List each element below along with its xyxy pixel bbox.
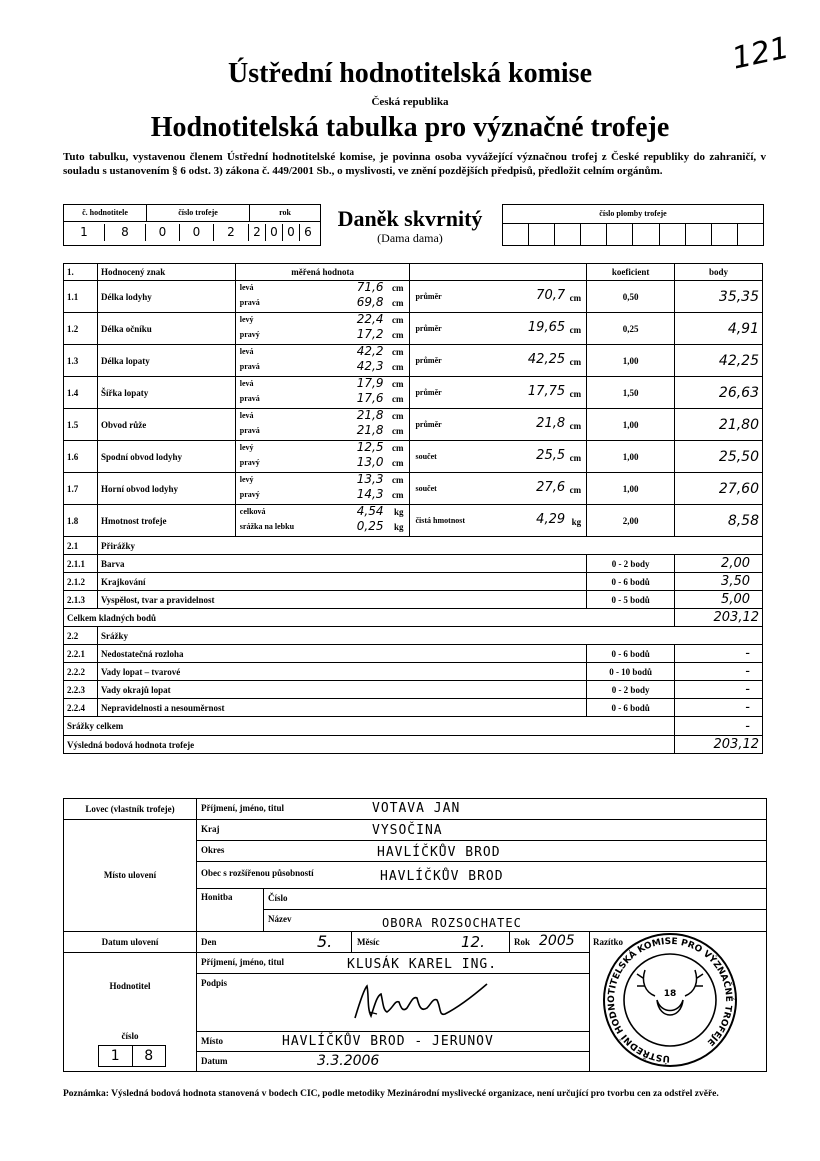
year-label: rok [250, 205, 320, 222]
row-name: Šířka lopaty [100, 387, 149, 398]
year-value: 2005 [539, 933, 575, 949]
seal-number-label: číslo plomby trofeje [503, 205, 763, 224]
row-name: Délka lodyhy [100, 291, 152, 302]
unit: cm [391, 425, 404, 436]
deduct-row [64, 663, 763, 681]
header-measured: měřená hodnota [235, 264, 410, 281]
date-row [197, 932, 590, 953]
country: Česká republika [371, 96, 449, 108]
row-name: Vady okrajů lopat [100, 684, 171, 695]
measured-value-2: 42,3 [356, 358, 384, 373]
aggregate-value: 27,6 [536, 479, 566, 495]
point-range: 0 - 2 body [611, 558, 650, 569]
region-label: Kraj [201, 824, 220, 834]
measured-value-2: 14,3 [356, 486, 384, 501]
point-range: 0 - 2 body [611, 684, 650, 695]
header-num: 1. [64, 264, 98, 281]
deduct-num: 2.2 [64, 627, 98, 645]
trophy-digit: 2 [213, 224, 248, 241]
measured-value-2: 13,0 [356, 454, 384, 469]
trophy-no-label: číslo trofeje [147, 205, 250, 222]
org-title: Ústřední hodnotitelská komise [227, 58, 593, 89]
municipality-label: Obec s rozšířenou působností [201, 868, 314, 878]
day-label: Den [201, 937, 217, 947]
aggregate-unit: cm [569, 388, 582, 399]
row-num: 2.1.2 [67, 576, 85, 587]
trophy-digit: 0 [179, 224, 213, 241]
measure-row [64, 281, 763, 313]
ground-name-value: OBORA ROZSOCHATEC [382, 916, 522, 930]
points-value: - [745, 682, 750, 697]
aggregate-unit: cm [569, 452, 582, 463]
evaluator-number-box [98, 1045, 166, 1067]
row-name: Krajkování [100, 576, 146, 587]
row-num: 1.7 [67, 483, 79, 494]
row-num: 2.2.3 [67, 684, 85, 695]
page-number: 121 [728, 30, 793, 77]
row-num: 1.8 [67, 515, 79, 526]
measure-row [64, 313, 763, 345]
month-value: 12. [461, 933, 485, 951]
ground-label-cell [197, 889, 264, 932]
unit: cm [391, 442, 404, 453]
point-range: 0 - 5 bodů [611, 594, 650, 605]
row-name: Vyspělost, tvar a pravidelnost [100, 594, 215, 605]
row-num: 1.4 [67, 387, 79, 398]
row-name: Délka očníku [100, 323, 152, 334]
side-label: srážka na lebku [239, 521, 295, 531]
side-label: pravá [239, 393, 260, 403]
side-label: levý [239, 442, 254, 452]
points-value: 8,58 [727, 512, 759, 529]
aggregate-label: součet [415, 483, 437, 493]
bonus-label: Přirážky [97, 537, 762, 555]
measure-row [64, 409, 763, 441]
point-range: 0 - 6 bodů [611, 576, 650, 587]
row-num: 1.5 [67, 419, 79, 430]
date-label: Datum ulovení [64, 932, 197, 953]
points-value: 42,25 [718, 352, 759, 369]
measured-value-2: 17,2 [356, 326, 384, 341]
evaluator-label: Hodnotitel [109, 981, 151, 991]
coefficient: 2,00 [622, 515, 639, 526]
points-value: 35,35 [718, 288, 759, 305]
eval-date-value: 3.3.2006 [317, 1053, 380, 1069]
header-points: body [675, 264, 763, 281]
location-value: HAVLÍČKŮV BROD - JERUNOV [282, 1034, 494, 1049]
bonus-row [64, 555, 763, 573]
measured-value-2: 21,8 [356, 422, 384, 437]
ground-number-label: Číslo [268, 893, 288, 903]
municipality-row [197, 862, 766, 889]
aggregate-unit: cm [569, 356, 582, 367]
bonus-num: 2.1 [64, 537, 98, 555]
region-row [197, 820, 766, 841]
points-value: 26,63 [718, 384, 759, 401]
aggregate-label: průměr [415, 291, 442, 301]
aggregate-value: 17,75 [527, 383, 566, 399]
row-name: Nepravidelnosti a nesouměrnost [100, 702, 225, 713]
aggregate-value: 42,25 [527, 351, 566, 367]
row-name: Horní obvod lodyhy [100, 483, 178, 494]
row-name: Délka lopaty [100, 355, 150, 366]
aggregate-label: průměr [415, 355, 442, 365]
side-label: pravá [239, 297, 260, 307]
day-value: 5. [317, 932, 333, 951]
hunter-name-row [197, 799, 766, 820]
side-label: levý [239, 314, 254, 324]
month-label: Měsíc [357, 937, 380, 947]
deduct-row [64, 645, 763, 663]
form-title: Hodnotitelská tabulka pro význačné trofeje [150, 112, 670, 143]
aggregate-value: 21,8 [536, 415, 566, 431]
aggregate-value: 19,65 [527, 319, 566, 335]
species-name: Daněk skvrnitý [337, 206, 483, 231]
measured-value-1: 17,9 [356, 375, 384, 390]
measure-row [64, 441, 763, 473]
coefficient: 1,00 [622, 451, 639, 462]
row-num: 2.2.2 [67, 666, 85, 677]
deduct-row [64, 699, 763, 717]
aggregate-unit: kg [571, 516, 582, 527]
side-label: pravý [239, 489, 260, 499]
number-caption: číslo [121, 1031, 139, 1041]
year-digit: 0 [282, 224, 299, 241]
coefficient: 0,25 [622, 323, 639, 334]
side-label: levý [239, 474, 254, 484]
seal-number-box [502, 204, 764, 246]
side-label: levá [239, 378, 254, 388]
row-name: Barva [100, 558, 125, 569]
deduct-label: Srážky [97, 627, 762, 645]
eval-date-label: Datum [201, 1056, 228, 1066]
aggregate-value: 25,5 [536, 447, 566, 463]
species-latin: (Dama dama) [377, 231, 443, 245]
side-label: pravá [239, 425, 260, 435]
unit: kg [393, 506, 404, 517]
unit: cm [391, 410, 404, 421]
evaluator-name-label: Příjmení, jméno, titul [201, 957, 284, 967]
unit: cm [391, 297, 404, 308]
coefficient: 0,50 [622, 291, 639, 302]
row-num: 2.1.1 [67, 558, 85, 569]
unit: cm [391, 282, 404, 293]
measure-row [64, 505, 763, 537]
unit: cm [391, 314, 404, 325]
row-num: 2.2.1 [67, 648, 85, 659]
row-name: Spodní obvod lodyhy [100, 451, 183, 462]
side-label: pravý [239, 329, 260, 339]
unit: cm [391, 457, 404, 468]
row-num: 1.1 [67, 291, 79, 302]
unit: cm [391, 378, 404, 389]
point-range: 0 - 6 bodů [611, 648, 650, 659]
measured-value-1: 71,6 [356, 279, 384, 294]
aggregate-unit: cm [569, 484, 582, 495]
coefficient: 1,50 [622, 387, 639, 398]
year-digit: 0 [265, 224, 282, 241]
district-value: HAVLÍČKŮV BROD [377, 845, 501, 860]
unit: cm [391, 346, 404, 357]
municipality-value: HAVLÍČKŮV BROD [380, 869, 504, 884]
coefficient: 1,00 [622, 419, 639, 430]
aggregate-unit: cm [569, 292, 582, 303]
region-value: VYSOČINA [372, 823, 443, 838]
stamp-seal [585, 930, 755, 1070]
deduct-total: - [675, 717, 763, 736]
unit: kg [393, 521, 404, 532]
ground-name-label: Název [268, 914, 292, 924]
measured-value-1: 42,2 [356, 343, 384, 358]
evaluator-number-digit: 1 [110, 1048, 120, 1064]
points-value: 25,50 [718, 448, 759, 465]
measured-value-1: 13,3 [356, 471, 384, 486]
unit: cm [391, 489, 404, 500]
measured-value-1: 21,8 [356, 407, 384, 422]
measured-value-2: 0,25 [356, 518, 384, 533]
total-label: Celkem kladných bodů [64, 609, 675, 627]
row-num: 1.2 [67, 323, 79, 334]
scoring-table [63, 263, 763, 754]
stamp-number: 18 [663, 989, 677, 999]
deduct-row [64, 681, 763, 699]
stamp-ring-text: ÚSTŘEDNÍ HODNOTITELSKÁ KOMISE PRO VÝZNAČNÉ TROFEJE [606, 936, 734, 1064]
id-boxes [63, 204, 321, 246]
measure-row [64, 473, 763, 505]
total-points: 203,12 [675, 609, 763, 627]
points-value: 5,00 [721, 592, 750, 607]
measured-value-1: 4,54 [356, 503, 384, 518]
evaluator-no-label: č. hodnotitele [64, 205, 147, 222]
points-value: 2,00 [721, 556, 750, 571]
aggregate-label: součet [415, 451, 437, 461]
deduct-total-label: Srážky celkem [64, 717, 675, 736]
evaluator-name-row [197, 953, 590, 974]
district-row [197, 841, 766, 862]
hunter-name: VOTAVA JAN [372, 801, 461, 816]
row-num: 1.3 [67, 355, 79, 366]
location-row [197, 1032, 590, 1052]
ground-label: Honitba [201, 892, 233, 902]
row-num: 2.1.3 [67, 594, 85, 605]
points-value: 4,91 [727, 320, 759, 337]
seal-number-cells [503, 224, 763, 245]
coefficient: 1,00 [622, 483, 639, 494]
aggregate-unit: cm [569, 324, 582, 335]
point-range: 0 - 10 bodů [609, 666, 652, 677]
point-range: 0 - 6 bodů [611, 702, 650, 713]
header-coef: koeficient [587, 264, 675, 281]
final-label: Výsledná bodová hodnota trofeje [64, 736, 675, 754]
points-value: 27,60 [718, 480, 759, 497]
year-digit: 2 [248, 224, 265, 241]
ground-number-row [264, 889, 766, 910]
points-value: 3,50 [721, 574, 750, 589]
side-label: pravá [239, 361, 260, 371]
points-value: - [745, 664, 750, 679]
intro-text: Tuto tabulku, vystavenou členem Ústřední hodnotitelské komise, je povinna osoba vyvážející význačnou trofej z České republiky do zahraničí, v souladu s ustanovením § 6 odst. 3) zákona č. 449/2001 Sb., o myslivosti, ve znění pozdějších předpisů, předložit celním orgánům. [63, 151, 766, 177]
signature [347, 978, 497, 1026]
side-label: celková [239, 506, 266, 516]
year-label-info: Rok [514, 937, 531, 947]
unit: cm [391, 361, 404, 372]
signature-row [197, 974, 590, 1032]
aggregate-value: 4,29 [536, 511, 566, 527]
bonus-row [64, 591, 763, 609]
points-value: 21,80 [718, 416, 759, 433]
aggregate-label: průměr [415, 323, 442, 333]
side-label: levá [239, 282, 254, 292]
row-num: 1.6 [67, 451, 79, 462]
unit: cm [391, 329, 404, 340]
side-label: pravý [239, 457, 260, 467]
place-label: Místo ulovení [64, 820, 197, 932]
evaluator-digit: 8 [104, 224, 145, 241]
aggregate-label: průměr [415, 387, 442, 397]
points-value: - [745, 646, 750, 661]
district-label: Okres [201, 845, 225, 855]
year-digit: 6 [299, 224, 316, 241]
measured-value-1: 22,4 [356, 311, 384, 326]
name-label: Příjmení, jméno, titul [201, 803, 284, 813]
evaluator-name: KLUSÁK KAREL ING. [347, 957, 498, 972]
location-label: Místo [201, 1036, 223, 1046]
points-value: - [745, 700, 750, 715]
footer-note: Poznámka: Výsledná bodová hodnota stanovená v bodech CIC, podle metodiky Mezinárodní myslivecké organizace, není určující pro tvorbu cen za odstřel zvěře. [63, 1089, 719, 1099]
trophy-digit: 0 [145, 224, 179, 241]
row-name: Hmotnost trofeje [100, 515, 167, 526]
row-name: Nedostatečná rozloha [100, 648, 184, 659]
evaluator-digit: 1 [80, 225, 88, 239]
measured-value-2: 69,8 [356, 294, 384, 309]
measured-value-2: 17,6 [356, 390, 384, 405]
aggregate-value: 70,7 [536, 287, 566, 303]
stamp-label: Razítko [593, 937, 623, 947]
signature-label: Podpis [201, 978, 228, 988]
ground-name-row [264, 910, 766, 932]
evaluator-number-digit: 8 [132, 1046, 166, 1066]
unit: cm [391, 474, 404, 485]
hunter-label: Lovec (vlastník trofeje) [64, 799, 197, 820]
eval-date-row [197, 1052, 590, 1071]
aggregate-label: průměr [415, 419, 442, 429]
bonus-row [64, 573, 763, 591]
measure-row [64, 345, 763, 377]
row-name: Vady lopat – tvarové [100, 666, 181, 677]
aggregate-label: čistá hmotnost [415, 515, 466, 525]
row-name: Obvod růže [100, 419, 147, 430]
evaluator-cell [64, 953, 197, 1071]
unit: cm [391, 393, 404, 404]
side-label: levá [239, 346, 254, 356]
aggregate-unit: cm [569, 420, 582, 431]
coefficient: 1,00 [622, 355, 639, 366]
row-num: 2.2.4 [67, 702, 85, 713]
side-label: levá [239, 410, 254, 420]
final-points: 203,12 [675, 736, 763, 754]
measure-row [64, 377, 763, 409]
measured-value-1: 12,5 [356, 439, 384, 454]
header-sign: Hodnocený znak [97, 264, 235, 281]
